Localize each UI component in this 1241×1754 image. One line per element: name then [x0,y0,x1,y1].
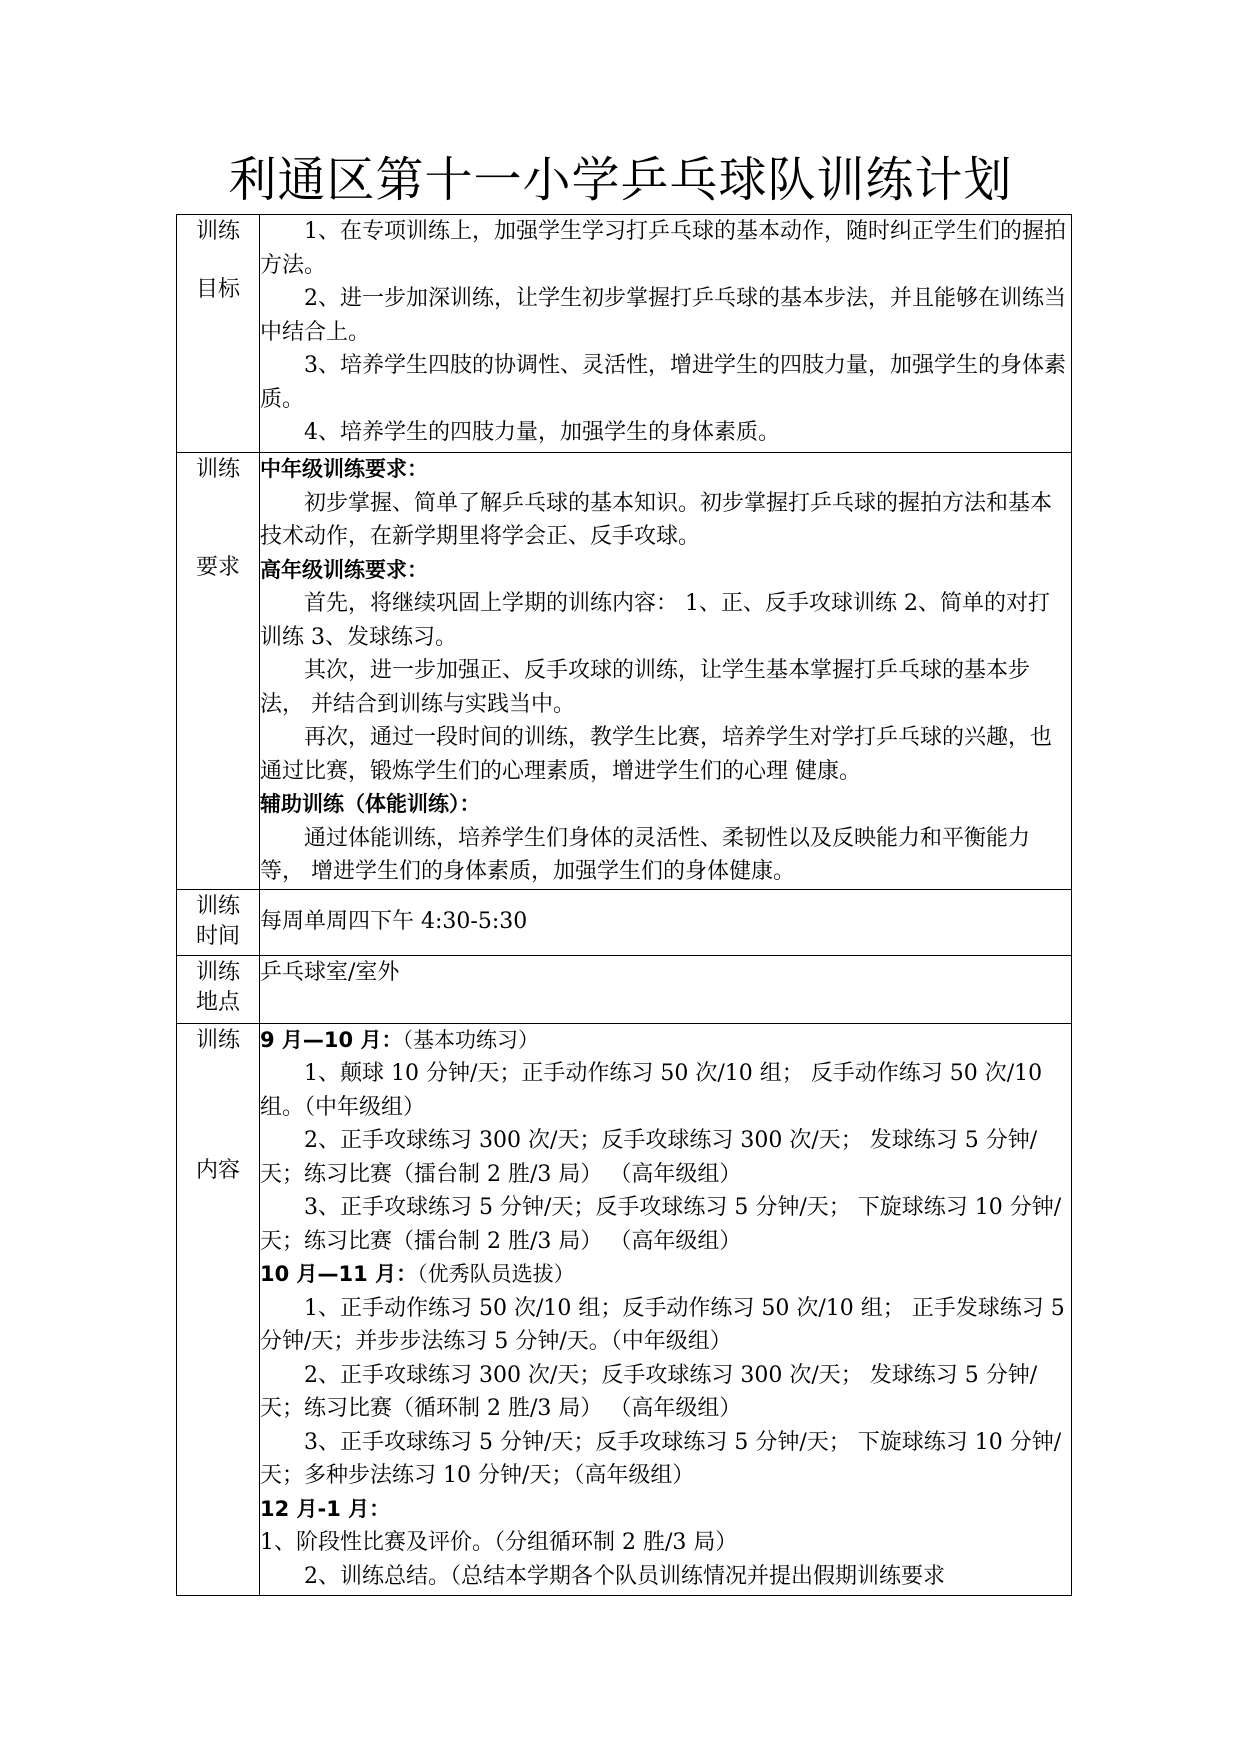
period-heading-text: 9 月—10 月： [260,1027,403,1052]
label-line: 目标 [195,277,240,302]
row-training-goal [177,215,1072,453]
high-grade-heading: 高年级训练要求： [260,557,428,582]
content-item: 1、正手动作练习 50 次/10 组；反手动作练习 50 次/10 组； 正手发球练习 5 分钟/天；并步步法练习 5 分钟/天。（中年级组） [260,1295,1065,1354]
label-line: 内容 [195,1157,240,1183]
goal-item: 3、培养学生四肢的协调性、灵活性，增进学生的四肢力量，加强学生的身体素质。 [260,353,1066,412]
goal-item: 1、在专项训练上，加强学生学习打乒乓球的基本动作，随时纠正学生们的握拍方法。 [260,219,1066,278]
training-plan-table [176,214,1072,1596]
period-heading: 12 月-1 月： [260,1496,391,1521]
middle-grade-text: 初步掌握、简单了解乒乓球的基本知识。初步掌握打乒乓球的握拍方法和基本技术动作，在新学期里将学会正、反手攻球。 [260,490,1053,549]
content-training-goal [260,215,1072,453]
goal-item: 4、培养学生的四肢力量，加强学生的身体素质。 [304,420,780,445]
period-subtitle: （优秀队员选拔） [417,1262,575,1286]
label-line: 训练 [195,1027,240,1053]
middle-grade-heading: 中年级训练要求： [260,457,428,481]
label-training-place [177,955,260,1023]
period-subtitle: （基本功练习） [402,1027,539,1052]
label-training-content [177,1023,260,1595]
training-time-value: 每周单周四下午 4:30-5:30 [260,909,528,935]
content-training-requirement [260,453,1072,890]
label-line: 要求 [195,555,240,580]
content-training-place [260,955,1072,1023]
label-training-goal [177,215,260,453]
period-heading-text: 10 月—11 月： [260,1262,418,1286]
row-training-requirement [177,453,1072,890]
label-line: 地点 [195,989,240,1015]
high-grade-paragraph: 其次，进一步加强正、反手攻球的训练，让学生基本掌握打乒乓球的基本步法， 并结合到训练与实践当中。 [260,658,1031,717]
row-training-content [177,1023,1072,1595]
content-item: 3、正手攻球练习 5 分钟/天；反手攻球练习 5 分钟/天； 下旋球练习 10 分钟/天；多种步法练习 10 分钟/天；（高年级组） [260,1429,1062,1488]
content-item: 1、颠球 10 分钟/天；正手动作练习 50 次/10 组； 反手动作练习 50 次/10 组。（中年级组） [260,1061,1043,1120]
label-line: 训练 [195,959,240,985]
period-heading [260,1258,1071,1292]
content-item: 3、正手攻球练习 5 分钟/天；反手攻球练习 5 分钟/天； 下旋球练习 10 分钟/天；练习比赛（擂台制 2 胜/3 局） （高年级组） [260,1195,1062,1254]
label-training-requirement [177,453,260,890]
label-training-time [177,889,260,955]
goal-item: 2、进一步加深训练，让学生初步掌握打乒乓球的基本步法，并且能够在训练当中结合上。 [260,286,1066,345]
content-item: 2、正手攻球练习 300 次/天；反手攻球练习 300 次/天； 发球练习 5 分钟/天；练习比赛（擂台制 2 胜/3 局） （高年级组） [260,1128,1038,1187]
content-item: 1、阶段性比赛及评价。（分组循环制 2 胜/3 局） [260,1530,738,1555]
label-line: 训练 [195,457,240,482]
content-item: 2、正手攻球练习 300 次/天；反手攻球练习 300 次/天； 发球练习 5 分钟/天；练习比赛（循环制 2 胜/3 局） （高年级组） [260,1362,1038,1421]
high-grade-paragraph: 首先，将继续巩固上学期的训练内容： 1、正、反手攻球训练 2、简单的对打训练 3、发球练习。 [260,591,1050,650]
aux-training-text: 通过体能训练，培养学生们身体的灵活性、柔韧性以及反映能力和平衡能力等， 增进学生们的身体素质，加强学生们的身体健康。 [260,825,1031,884]
label-line: 训练 [195,219,240,244]
label-line: 时间 [195,923,240,949]
row-training-time [177,889,1072,955]
content-training-content [260,1023,1072,1595]
row-training-place [177,955,1072,1023]
aux-training-heading: 辅助训练（体能训练）： [260,792,481,816]
page-title: 利通区第十一小学乒乓球队训练计划 [228,152,1013,208]
training-place-value: 乒乓球室/室外 [260,959,400,985]
content-item: 2、训练总结。（总结本学期各个队员训练情况并提出假期训练要求 [304,1563,945,1589]
label-line: 训练 [195,893,240,919]
high-grade-paragraph: 再次，通过一段时间的训练，教学生比赛，培养学生对学打乒乓球的兴趣，也通过比赛，锻炼学生们的心理素质，增进学生们的心理 健康。 [260,725,1053,784]
period-heading [260,1024,1071,1058]
content-training-time [260,889,1072,955]
